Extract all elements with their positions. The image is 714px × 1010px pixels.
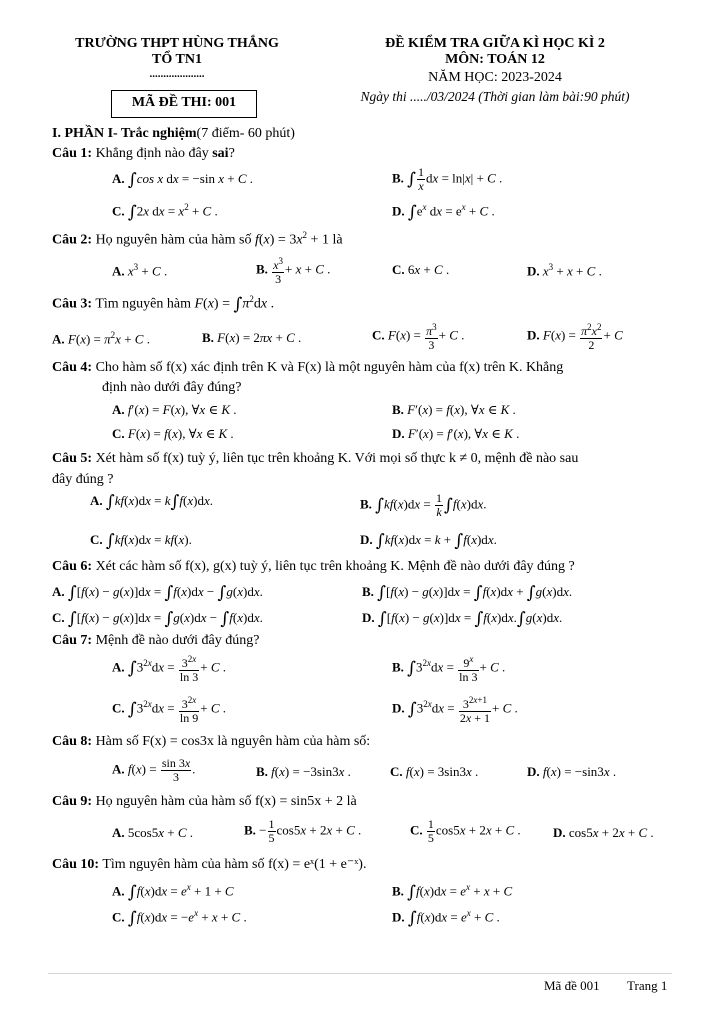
q3-option-d[interactable]: D. F(x) = $\frac{\pi^2x^2}{2}$ + C	[527, 322, 623, 352]
q1-option-a[interactable]: A. ∫cos x dx = −sin x + C .	[112, 170, 254, 190]
q1-option-d[interactable]: D. $\int e^x$ dx = $e^x + C$ .	[392, 202, 495, 223]
q10-option-b[interactable]: B. $\int f(x)dx = e^x + x + C$	[392, 882, 513, 903]
team-name: TỔ TN1	[152, 52, 202, 67]
q5-option-d[interactable]: D. ∫kf(x)dx = k + ∫f(x)dx.	[360, 531, 497, 551]
q8-option-b[interactable]: B. f(x) = −3sin3x .	[256, 764, 351, 779]
question-4-line-2: định nào dưới đây đúng?	[102, 380, 242, 395]
question-9: Câu 9: Họ nguyên hàm của hàm số f(x) = sin5x + 2 là	[52, 794, 357, 809]
question-6: Câu 6: Xét các hàm số f(x), g(x) tuỳ ý, liên tục trên khoảng K. Mệnh đề nào dưới đây đúng ?	[52, 559, 575, 574]
q3-option-a[interactable]: A. $F(x) = \pi^2x + C$ .	[52, 330, 150, 347]
question-1: Câu 1: Khẳng định nào đây sai?	[52, 146, 235, 161]
subject: MÔN: TOÁN 12	[445, 52, 545, 67]
q10-option-d[interactable]: D. $\int f(x)dx = e^x + C$ .	[392, 908, 500, 929]
q9-option-b[interactable]: B. − $\frac{1}{5}$ cos5x + 2x + C .	[244, 817, 362, 845]
q7-option-d[interactable]: D. $\int 3^{2x}dx$ = $\frac{3^{2x+1}}{2x + 1}$ + C .	[392, 695, 518, 725]
q2-option-c[interactable]: C. 6x + C .	[392, 262, 450, 277]
q2-option-d[interactable]: D. $x^3 + x + C$ .	[527, 262, 602, 279]
question-5-line-2: đây đúng ?	[52, 472, 114, 487]
q9-option-d[interactable]: D. cos5x + 2x + C .	[553, 825, 654, 840]
q7-option-a[interactable]: A. $\int 3^{2x}dx$ = $\frac{3^{2x}}{\ln 3}$ + C .	[112, 654, 226, 684]
question-8: Câu 8: Hàm số F(x) = cos3x là nguyên hàm của hàm số:	[52, 734, 371, 749]
school-name: TRƯỜNG THPT HÙNG THẮNG	[75, 36, 279, 51]
footer-exam-code: Mã đề 001	[544, 978, 600, 993]
exam-code: MÃ ĐỀ THI: 001	[131, 95, 237, 110]
q2-option-b[interactable]: B. $\frac{x^3}{3}$ + x + C .	[256, 256, 331, 286]
q5-option-c[interactable]: C. ∫kf(x)dx = kf(x).	[90, 531, 192, 551]
q6-option-a[interactable]: A. ∫[f(x) − g(x)]dx = ∫f(x)dx − ∫g(x)dx.	[52, 583, 263, 603]
q6-option-d[interactable]: D. ∫[f(x) − g(x)]dx = ∫f(x)dx.∫g(x)dx.	[362, 609, 563, 629]
q3-option-c[interactable]: C. F(x) = $\frac{\pi^3}{3}$ + C .	[372, 322, 465, 352]
q3-option-b[interactable]: B. F(x) = 2πx + C .	[202, 330, 302, 345]
q10-option-c[interactable]: C. $\int f(x)dx = -e^x + x + C$ .	[112, 908, 247, 929]
q9-option-c[interactable]: C. $\frac{1}{5}$ cos5x + 2x + C .	[410, 817, 521, 845]
question-4: Câu 4: Cho hàm số f(x) xác định trên K và F(x) là một nguyên hàm của f(x) trên K. Khẳng	[52, 360, 564, 375]
q10-option-a[interactable]: A. $\int f(x)dx = e^x + 1 + C$	[112, 882, 234, 903]
footer-page-number: Trang 1	[627, 978, 668, 993]
q7-option-c[interactable]: C. $\int 3^{2x}dx$ = $\frac{3^{2x}}{\ln 9}$ + C .	[112, 695, 226, 725]
section-title: I. PHẦN I- Trắc nghiệm(7 điểm- 60 phút)	[52, 126, 295, 141]
footer-divider	[48, 973, 672, 974]
question-3: Câu 3: Tìm nguyên hàm $F(x) = \int\pi^2dx$ .	[52, 294, 275, 315]
q1-option-c[interactable]: C. ∫2x dx = $x^2 + C$ .	[112, 202, 218, 223]
q1-option-b[interactable]: B. ∫ $\frac{1}{x}$ dx = ln|x| + C .	[392, 165, 503, 193]
question-10: Câu 10: Tìm nguyên hàm của hàm số f(x) = eˣ(1 + e⁻ˣ).	[52, 857, 367, 872]
q6-option-c[interactable]: C. ∫[f(x) − g(x)]dx = ∫g(x)dx − ∫f(x)dx.	[52, 609, 263, 629]
question-2: Câu 2: Họ nguyên hàm của hàm số $f(x) = 3x^2 + 1$ là	[52, 230, 343, 248]
q8-option-c[interactable]: C. f(x) = 3sin3x .	[390, 764, 479, 779]
q6-option-b[interactable]: B. ∫[f(x) − g(x)]dx = ∫f(x)dx + ∫g(x)dx.	[362, 583, 573, 603]
dots: ....................	[149, 68, 205, 80]
q4-option-b[interactable]: B. F′(x) = f(x), ∀x ∈ K .	[392, 402, 516, 417]
exam-title: ĐỀ KIỂM TRA GIỮA KÌ HỌC KÌ 2	[385, 36, 605, 51]
q4-option-c[interactable]: C. F(x) = f(x), ∀x ∈ K .	[112, 426, 234, 441]
q5-option-b[interactable]: B. ∫kf(x)dx = $\frac{1}{k}$ ∫f(x)dx.	[360, 491, 487, 519]
q8-option-d[interactable]: D. f(x) = −sin3x .	[527, 764, 617, 779]
q2-option-a[interactable]: A. $x^3 + C$ .	[112, 262, 168, 279]
q7-option-b[interactable]: B. $\int 3^{2x}dx$ = $\frac{9^x}{\ln 3}$ + C .	[392, 654, 506, 684]
q5-option-a[interactable]: A. ∫kf(x)dx = k∫f(x)dx.	[90, 492, 213, 512]
school-year: NĂM HỌC: 2023-2024	[428, 70, 562, 85]
question-7: Câu 7: Mệnh đề nào dưới đây đúng?	[52, 633, 260, 648]
q8-option-a[interactable]: A. f(x) = $\frac{\sin 3x}{3}$ .	[112, 756, 196, 784]
q9-option-a[interactable]: A. 5cos5x + C .	[112, 825, 194, 840]
q4-option-d[interactable]: D. F′(x) = f′(x), ∀x ∈ K .	[392, 426, 520, 441]
q4-option-a[interactable]: A. f′(x) = F(x), ∀x ∈ K .	[112, 402, 237, 417]
question-5: Câu 5: Xét hàm số f(x) tuỳ ý, liên tục trên khoảng K. Với mọi số thực k ≠ 0, mệnh đề nào sau	[52, 451, 579, 466]
exam-date: Ngày thi ...../03/2024 (Thời gian làm bài:90 phút)	[360, 89, 630, 104]
